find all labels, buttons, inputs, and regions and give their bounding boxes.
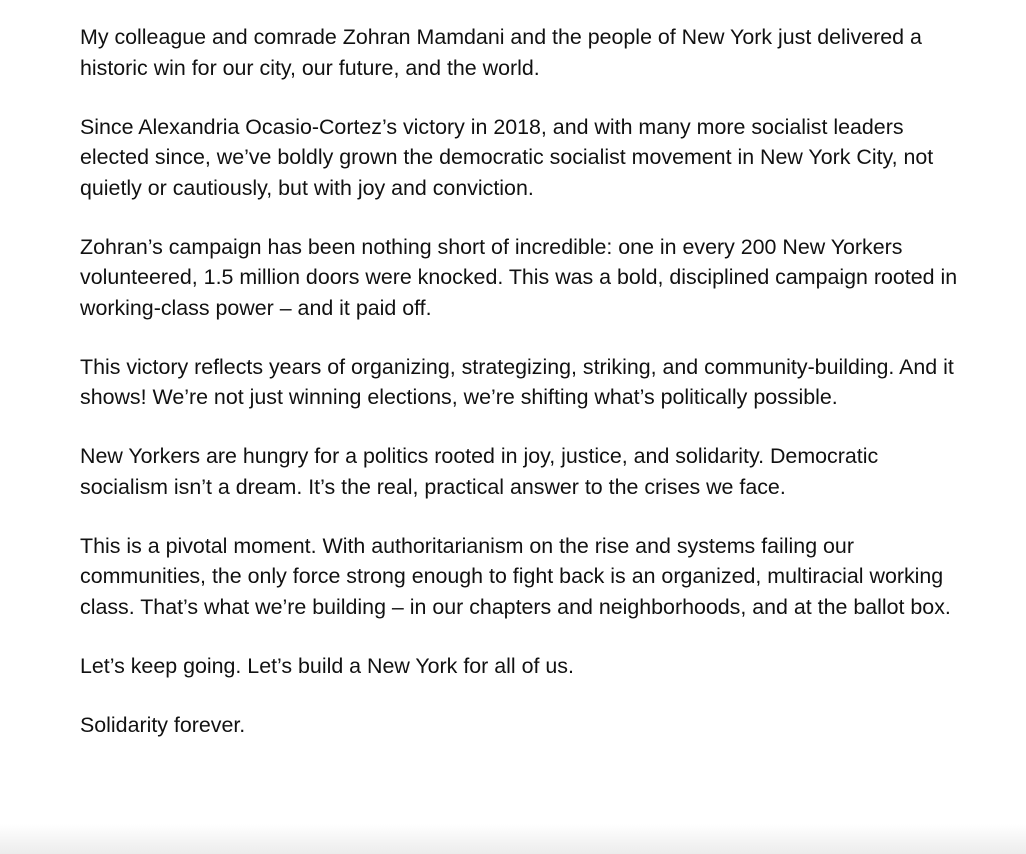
paragraph-sign-off: Solidarity forever. [80, 712, 246, 737]
paragraph-victory: My colleague and comrade Zohran Mamdani and the people of New York just delivered a historic win for our city, our future, and the world. [80, 25, 922, 80]
paragraph-democratic-socialism: New Yorkers are hungry for a politics rooted in joy, justice, and solidarity. Democratic socialism isn’t a dream. It’s the real, practical answer to the crises we face. [80, 444, 879, 499]
paragraph-pivotal-moment: This is a pivotal moment. With authoritarianism on the rise and systems failing our communities, the only force strong enough to fight back is an organized, multiracial working class. That’s what we’re building – in our chapters and neighborhoods, and at the ballot box. [80, 533, 951, 619]
bottom-edge-shadow [0, 824, 1026, 854]
document-body [80, 22, 960, 740]
paragraph-campaign: Zohran’s campaign has been nothing short of incredible: one in every 200 New Yorkers volunteered, 1.5 million doors were knocked. This was a bold, disciplined campaign rooted in working-class power – and it paid off. [80, 234, 958, 320]
paragraph-movement-growth: Since Alexandria Ocasio-Cortez’s victory in 2018, and with many more socialist leaders elected since, we’ve boldly grown the democratic socialist movement in New York City, not quietly or cautiously, but with joy and conviction. [80, 114, 934, 200]
paragraph-keep-going: Let’s keep going. Let’s build a New York for all of us. [80, 653, 574, 678]
paragraph-organizing: This victory reflects years of organizing, strategizing, striking, and community-building. And it shows! We’re not just winning elections, we’re shifting what’s politically possible. [80, 354, 954, 409]
